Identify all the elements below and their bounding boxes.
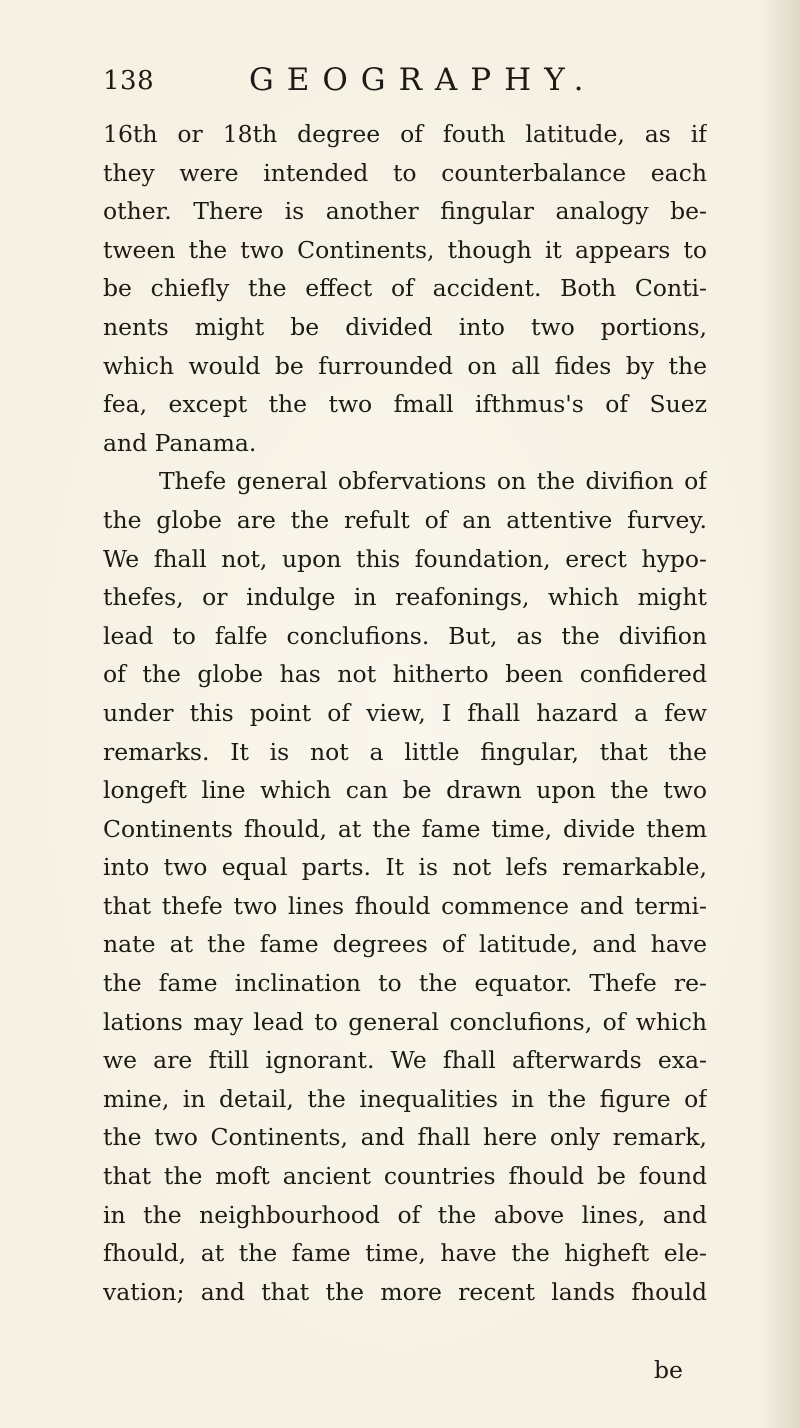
- page-edge-shadow: [760, 0, 800, 1428]
- text-line: that the moft ancient countries fhould be found: [103, 1162, 707, 1191]
- text-line: the two Continents, and fhall here only remark,: [103, 1123, 707, 1152]
- text-line: lead to falfe conclufions. But, as the divifion: [103, 621, 707, 650]
- text-line: fhould, at the fame time, have the higheft ele-: [103, 1239, 707, 1268]
- page-header: [103, 60, 703, 106]
- text-line: the fame inclination to the equator. Thefe re-: [103, 969, 707, 998]
- text-line: Continents fhould, at the fame time, divide them: [103, 814, 707, 843]
- running-head: GEOGRAPHY.: [249, 62, 597, 98]
- text-line: longeft line which can be drawn upon the two: [103, 776, 707, 805]
- text-line: fea, except the two fmall ifthmus's of Suez: [103, 390, 707, 419]
- text-line: we are ftill ignorant. We fhall afterwards exa-: [103, 1046, 707, 1075]
- text-line: We fhall not, upon this foundation, erect hypo-: [103, 544, 707, 573]
- catchword: be: [654, 1356, 683, 1384]
- text-line: in the neighbourhood of the above lines, and: [103, 1200, 707, 1229]
- text-line: which would be furrounded on all fides by the: [103, 351, 707, 380]
- text-line: of the globe has not hitherto been confidered: [103, 660, 707, 689]
- text-line: other. There is another fingular analogy be-: [103, 197, 707, 226]
- text-line: 16th or 18th degree of fouth latitude, as if: [103, 120, 707, 148]
- text-line: that thefe two lines fhould commence and termi-: [103, 891, 707, 920]
- text-line: the globe are the refult of an attentive furvey.: [103, 505, 707, 534]
- text-line: lations may lead to general conclufions, of which: [103, 1007, 707, 1036]
- text-line: nate at the fame degrees of latitude, and have: [103, 930, 707, 959]
- text-line: Thefe general obfervations on the divifion of: [159, 467, 707, 496]
- text-line: tween the two Continents, though it appears to: [103, 235, 707, 264]
- text-line: be chiefly the effect of accident. Both Conti-: [103, 274, 707, 303]
- page-number: 138: [103, 66, 155, 96]
- body-text: [103, 115, 707, 1311]
- text-line: they were intended to counterbalance each: [103, 158, 707, 187]
- text-line: thefes, or indulge in reafonings, which might: [103, 583, 707, 612]
- text-line: vation; and that the more recent lands fhould: [103, 1277, 707, 1306]
- text-line: mine, in detail, the inequalities in the figure of: [103, 1084, 707, 1113]
- text-line: under this point of view, I fhall hazard a few: [103, 698, 707, 727]
- text-line: into two equal parts. It is not lefs remarkable,: [103, 853, 707, 882]
- text-line: remarks. It is not a little fingular, that the: [103, 737, 707, 766]
- text-line: nents might be divided into two portions,: [103, 312, 707, 341]
- text-line: and Panama.: [103, 428, 257, 457]
